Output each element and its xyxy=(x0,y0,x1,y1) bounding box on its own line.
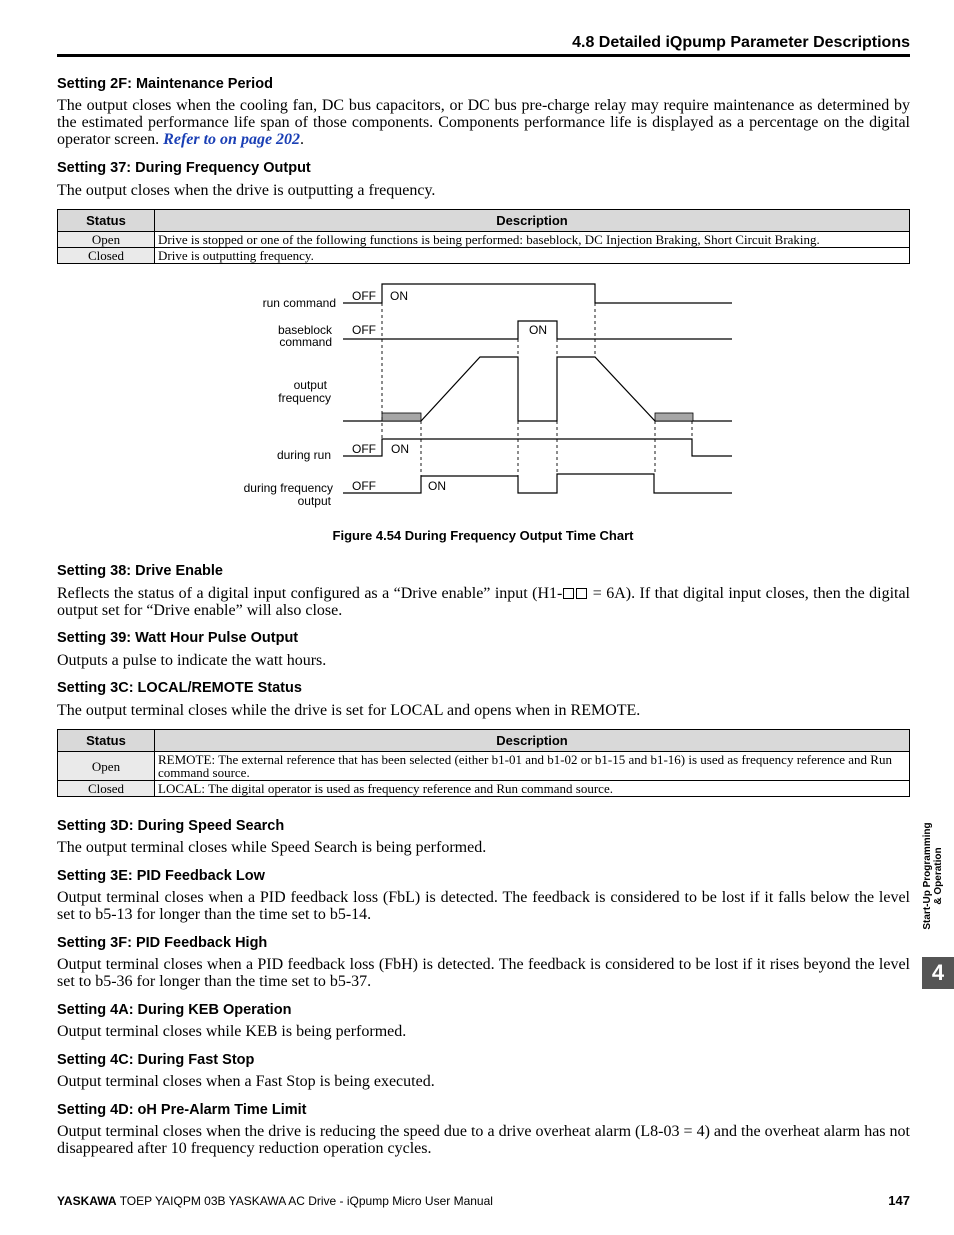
table-local-remote xyxy=(57,729,910,797)
state-on: ON xyxy=(391,442,409,456)
label-during-freq-2: output xyxy=(297,494,331,508)
heading-38: Setting 38: Drive Enable xyxy=(57,563,223,579)
state-off: OFF xyxy=(352,442,376,456)
signal-during-freq-output xyxy=(343,474,732,493)
figure-caption: Figure 4.54 During Frequency Output Time Chart xyxy=(332,528,634,543)
label-baseblock-2: command xyxy=(279,335,332,349)
time-chart xyxy=(0,278,760,518)
page-link[interactable]: Refer to on page 202 xyxy=(163,131,301,148)
cell-description: Drive is stopped or one of the following functions is being performed: baseblock, DC Injection Braking, Short Circuit Braking. xyxy=(155,232,910,248)
footer-doc: YASKAWA TOEP YAIQPM 03B YASKAWA AC Drive - iQpump Micro User Manual xyxy=(57,1194,493,1208)
signal-output-frequency xyxy=(343,357,732,421)
page-number: 147 xyxy=(888,1193,910,1208)
heading-3d: Setting 3D: During Speed Search xyxy=(57,818,285,834)
state-off: OFF xyxy=(352,323,376,337)
para-39: Outputs a pulse to indicate the watt hours. xyxy=(57,652,327,669)
state-on: ON xyxy=(529,323,547,337)
dc-injection-block xyxy=(382,413,421,421)
heading-2f: Setting 2F: Maintenance Period xyxy=(57,76,273,92)
table-during-frequency xyxy=(57,209,910,264)
state-off: OFF xyxy=(352,479,376,493)
para-3e: Output terminal closes when a PID feedback loss (FbL) is detected. The feedback is considered to be lost if it falls below the level set to b5-13 for longer than the time set to b5-14. xyxy=(57,889,910,923)
para-4d: Output terminal closes when the drive is reducing the speed due to a drive overheat alarm (L8-03 = 4) and the overheat alarm has not disappeared after 10 frequency reduction operation cycles. xyxy=(57,1123,910,1157)
header-title: 4.8 Detailed iQpump Parameter Descriptions xyxy=(572,34,910,51)
heading-4a: Setting 4A: During KEB Operation xyxy=(57,1002,292,1018)
para-2f: The output closes when the cooling fan, DC bus capacitors, or DC bus pre-charge relay may require maintenance as determined by the estimated performance life span of those components. Components performance life is displayed as a percentage on the digital operator screen. Refer to on page 202. xyxy=(57,97,910,148)
chapter-tab: 4 xyxy=(922,957,954,989)
para-3c: The output terminal closes while the drive is set for LOCAL and opens when in REMOTE. xyxy=(57,702,641,719)
para-38: Reflects the status of a digital input configured as a “Drive enable” input (H1- = 6A). If that digital input closes, then the digital output set for “Drive enable” will also close. xyxy=(57,585,911,619)
table-row xyxy=(58,752,910,781)
heading-4d: Setting 4D: oH Pre-Alarm Time Limit xyxy=(57,1102,307,1118)
table-header-row xyxy=(58,730,910,752)
cell-description: REMOTE: The external reference that has been selected (either b1-01 and b1-02 or b1-15 and b1-16) is used as frequency reference and Run command source. xyxy=(155,752,910,781)
heading-39: Setting 39: Watt Hour Pulse Output xyxy=(57,630,299,646)
label-baseblock: baseblock xyxy=(277,323,332,337)
cell-status: Closed xyxy=(58,248,155,264)
para-4a: Output terminal closes while KEB is being performed. xyxy=(57,1023,407,1040)
para-37: The output closes when the drive is outputting a frequency. xyxy=(57,182,436,199)
dc-injection-block xyxy=(655,413,693,421)
table-row xyxy=(58,248,910,264)
table-row xyxy=(58,781,910,797)
state-on: ON xyxy=(428,479,446,493)
para-3d: The output terminal closes while Speed Search is being performed. xyxy=(57,839,487,856)
label-run-command: run command xyxy=(262,296,336,310)
placeholder-box-icon xyxy=(563,588,574,599)
col-description: Description xyxy=(155,210,910,232)
label-output: output xyxy=(293,378,327,392)
cell-status: Open xyxy=(58,232,155,248)
heading-3e: Setting 3E: PID Feedback Low xyxy=(57,868,265,884)
heading-4c: Setting 4C: During Fast Stop xyxy=(57,1052,255,1068)
label-during-run: during run xyxy=(276,448,331,462)
header-rule xyxy=(57,54,910,57)
heading-3f: Setting 3F: PID Feedback High xyxy=(57,935,268,951)
col-status: Status xyxy=(58,730,155,752)
label-during-freq: during frequency xyxy=(243,481,333,495)
para-3f: Output terminal closes when a PID feedback loss (FbH) is detected. The feedback is considered to be lost if it rises beyond the level set to b5-36 for longer than the time set to b5-37. xyxy=(57,956,910,990)
cell-description: LOCAL: The digital operator is used as frequency reference and Run command source. xyxy=(155,781,910,797)
table-header-row xyxy=(58,210,910,232)
cell-description: Drive is outputting frequency. xyxy=(155,248,910,264)
chapter-side-label: Start-Up Programming & Operation xyxy=(922,822,944,930)
placeholder-box-icon xyxy=(576,588,587,599)
col-status: Status xyxy=(58,210,155,232)
cell-status: Open xyxy=(58,752,155,781)
para-4c: Output terminal closes when a Fast Stop is being executed. xyxy=(57,1073,435,1090)
col-description: Description xyxy=(155,730,910,752)
state-off: OFF xyxy=(352,289,376,303)
heading-3c: Setting 3C: LOCAL/REMOTE Status xyxy=(57,680,302,696)
label-output-2: frequency xyxy=(278,391,331,405)
cell-status: Closed xyxy=(58,781,155,797)
table-row xyxy=(58,232,910,248)
heading-37: Setting 37: During Frequency Output xyxy=(57,160,311,176)
state-on: ON xyxy=(390,289,408,303)
